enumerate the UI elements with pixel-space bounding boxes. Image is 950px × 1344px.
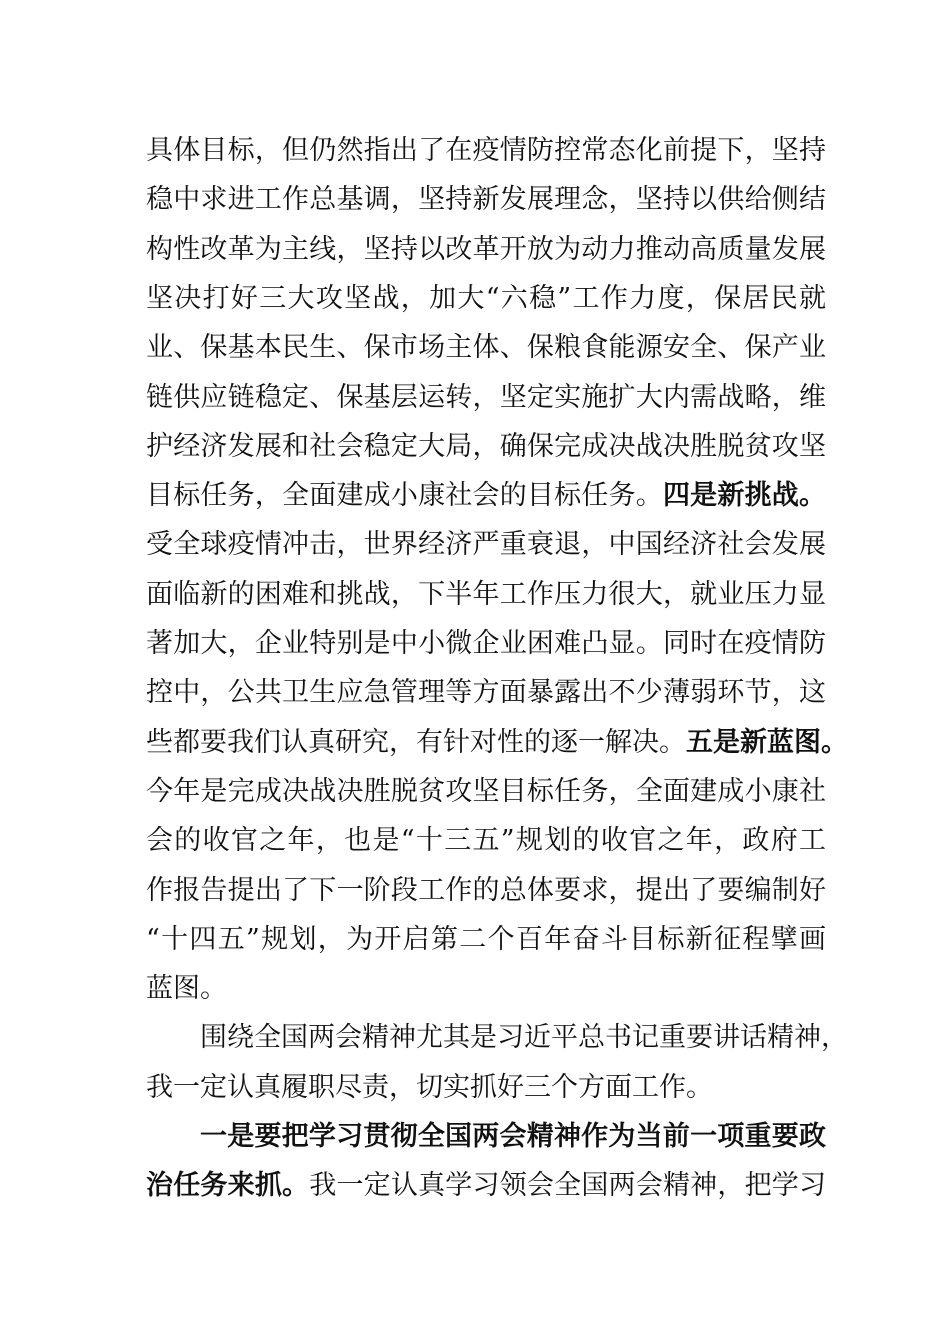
paragraph-text: 围绕全国两会精神尤其是习近平总书记重要讲话精神， (200, 1022, 848, 1053)
text-line (146, 520, 826, 570)
paragraph-text: 构性改革为主线，坚持以改革开放为动力推动高质量发展 (146, 234, 826, 265)
paragraph-text: 业、保基本民生、保市场主体、保粮食能源安全、保产业 (146, 332, 826, 363)
paragraph-text: 我一定认真履职尽责，切实抓好三个方面工作。 (146, 1072, 713, 1103)
paragraph-text: 具体目标，但仍然指出了在疫情防控常态化前提下，坚持 (146, 135, 826, 166)
paragraph-text: 些都要我们认真研究，有针对性的逐一解决。 (146, 727, 686, 758)
paragraph-text: 受全球疫情冲击，世界经济严重衰退，中国经济社会发展 (146, 529, 826, 560)
text-line (146, 274, 826, 324)
paragraph-text: 面临新的困难和挑战，下半年工作压力很大，就业压力显 (146, 579, 826, 610)
text-line (146, 175, 826, 225)
text-line (146, 668, 826, 718)
paragraph-text: 目标任务，全面建成小康社会的目标任务。 (146, 480, 663, 511)
bold-heading-text: 治任务来抓。 (146, 1170, 310, 1201)
bold-heading-text: 五是新蓝图。 (686, 727, 848, 758)
paragraph-text: 我一定认真学习领会全国两会精神，把学习 (309, 1170, 826, 1201)
text-line (146, 1063, 826, 1113)
text-line (146, 718, 848, 768)
text-line (146, 1013, 848, 1063)
text-line (146, 570, 826, 620)
text-line (146, 1112, 826, 1162)
paragraph-text: 今年是完成决战决胜脱贫攻坚目标任务，全面建成小康社 (146, 776, 826, 807)
paragraph-text: 作报告提出了下一阶段工作的总体要求，提出了要编制好 (146, 875, 826, 906)
text-line (146, 1161, 826, 1211)
paragraph-text: 控中，公共卫生应急管理等方面暴露出不少薄弱环节，这 (146, 677, 826, 708)
text-line (146, 816, 826, 866)
text-line (146, 471, 826, 521)
text-line (146, 915, 826, 965)
text-line (146, 767, 826, 817)
text-line (146, 373, 826, 423)
paragraph-text: 著加大，企业特别是中小微企业困难凸显。同时在疫情防 (146, 628, 826, 659)
paragraph-text: “十四五”规划，为开启第二个百年奋斗目标新征程擘画 (146, 924, 826, 955)
text-line (146, 422, 826, 472)
paragraph-text: 链供应链稳定、保基层运转，坚定实施扩大内需战略，维 (146, 382, 826, 413)
paragraph-text: 护经济发展和社会稳定大局，确保完成决战决胜脱贫攻坚 (146, 431, 826, 462)
text-line (146, 619, 826, 669)
bold-heading-text: 一是要把学习贯彻全国两会精神作为当前一项重要政 (200, 1121, 826, 1152)
text-line (146, 225, 826, 275)
paragraph-text: 稳中求进工作总基调，坚持新发展理念，坚持以供给侧结 (146, 184, 826, 215)
text-line (146, 126, 826, 176)
bold-heading-text: 四是新挑战。 (662, 480, 827, 511)
paragraph-text: 蓝图。 (146, 973, 227, 1004)
paragraph-text: 会的收官之年，也是“十三五”规划的收官之年，政府工 (146, 825, 826, 856)
text-line (146, 323, 826, 373)
paragraph-text: 坚决打好三大攻坚战，加大“六稳”工作力度，保居民就 (146, 283, 826, 314)
text-line (146, 866, 826, 916)
text-line (146, 964, 826, 1014)
